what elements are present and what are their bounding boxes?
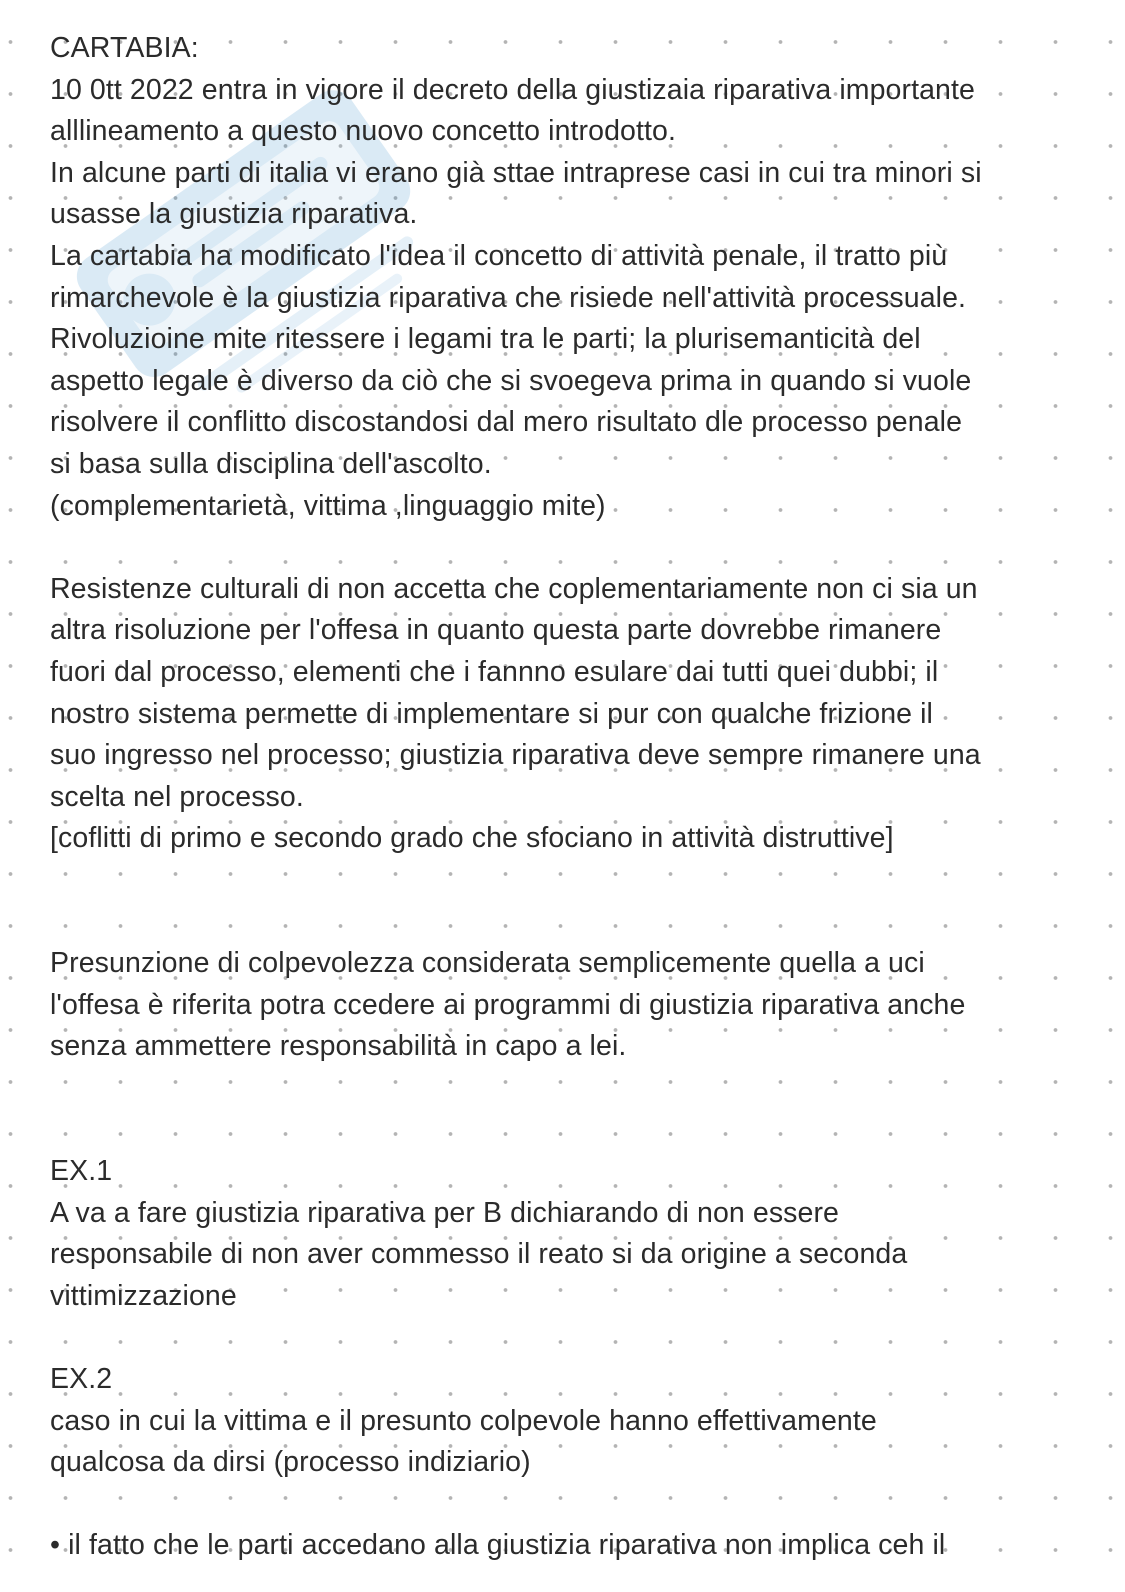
- blank-line: [50, 527, 1100, 569]
- note-line: responsabile di non aver commesso il reato si da origine a seconda: [50, 1238, 908, 1271]
- section-presunzione: [50, 943, 1100, 1068]
- note-line: (complementarietà, vittima ,linguaggio mite): [50, 489, 606, 522]
- note-line: Presunzione di colpevolezza considerata semplicemente quella a uci: [50, 947, 925, 980]
- note-line: In alcune parti di italia vi erano già sttae intraprese casi in cui tra minori si: [50, 156, 982, 189]
- note-line: l'offesa è riferita potra ccedere ai programmi di giustizia riparativa anche: [50, 988, 966, 1021]
- note-line: Resistenze culturali di non accetta che coplementariamente non ci sia un: [50, 572, 978, 605]
- section-resistenze: [50, 569, 1100, 860]
- note-line: A va a fare giustizia riparativa per B dichiarando di non essere: [50, 1196, 840, 1229]
- note-line: suo ingresso nel processo; giustizia riparativa deve sempre rimanere una: [50, 739, 981, 772]
- example-heading: EX.2: [50, 1363, 113, 1395]
- note-line: scelta nel processo.: [50, 780, 304, 813]
- note-line: senza ammettere responsabilità in capo a lei.: [50, 1030, 627, 1063]
- blank-line: [50, 1484, 1100, 1526]
- note-line: La cartabia ha modificato l'idea il concetto di attività penale, il tratto più: [50, 239, 948, 272]
- blank-line: [50, 1317, 1100, 1359]
- section-example-2: [50, 1359, 1100, 1484]
- note-line: Rivoluzioine mite ritessere i legami tra le parti; la plurisemanticità del: [50, 323, 921, 356]
- note-line: altra risoluzione per l'offesa in quanto questa parte dovrebbe rimanere: [50, 614, 942, 647]
- note-line: alllineamento a questo nuovo concetto introdotto.: [50, 115, 676, 148]
- blank-line: [50, 1109, 1100, 1151]
- note-line: vittimizzazione: [50, 1279, 237, 1312]
- note-line: qualcosa da dirsi (processo indiziario): [50, 1446, 531, 1479]
- section-cartabia: [50, 28, 1100, 527]
- note-line: fuori dal processo, elementi che i fannno esulare dai tutti quei dubbi; il: [50, 655, 939, 688]
- example-heading: EX.1: [50, 1155, 113, 1188]
- blank-line: [50, 901, 1100, 943]
- blank-line: [50, 1068, 1100, 1110]
- section-example-1: [50, 1151, 1100, 1317]
- note-line: si basa sulla disciplina dell'ascolto.: [50, 447, 492, 480]
- note-line: 10 0tt 2022 entra in vigore il decreto della giustizaia riparativa importante: [50, 73, 975, 106]
- bullet-item: • il fatto che le parti accedano alla giustizia riparativa non implica ceh il: [50, 1529, 946, 1562]
- note-line: [coflitti di primo e secondo grado che sfociano in attività distruttive]: [50, 822, 894, 855]
- blank-line: [50, 860, 1100, 902]
- note-page: [50, 28, 1100, 1567]
- note-line: nostro sistema permette di implementare si pur con qualche frizione il: [50, 697, 933, 730]
- note-line: rimarchevole è la giustizia riparativa che risiede nell'attività processuale.: [50, 281, 967, 314]
- note-line: caso in cui la vittima e il presunto colpevole hanno effettivamente: [50, 1404, 877, 1437]
- section-bullet: [50, 1525, 1100, 1567]
- note-line: risolvere il conflitto discostandosi dal mero risultato dle processo penale: [50, 406, 963, 439]
- note-line: usasse la giustizia riparativa.: [50, 198, 418, 231]
- note-line: aspetto legale è diverso da ciò che si svoegeva prima in quando si vuole: [50, 364, 972, 397]
- section-heading-cartabia: CARTABIA:: [50, 32, 199, 64]
